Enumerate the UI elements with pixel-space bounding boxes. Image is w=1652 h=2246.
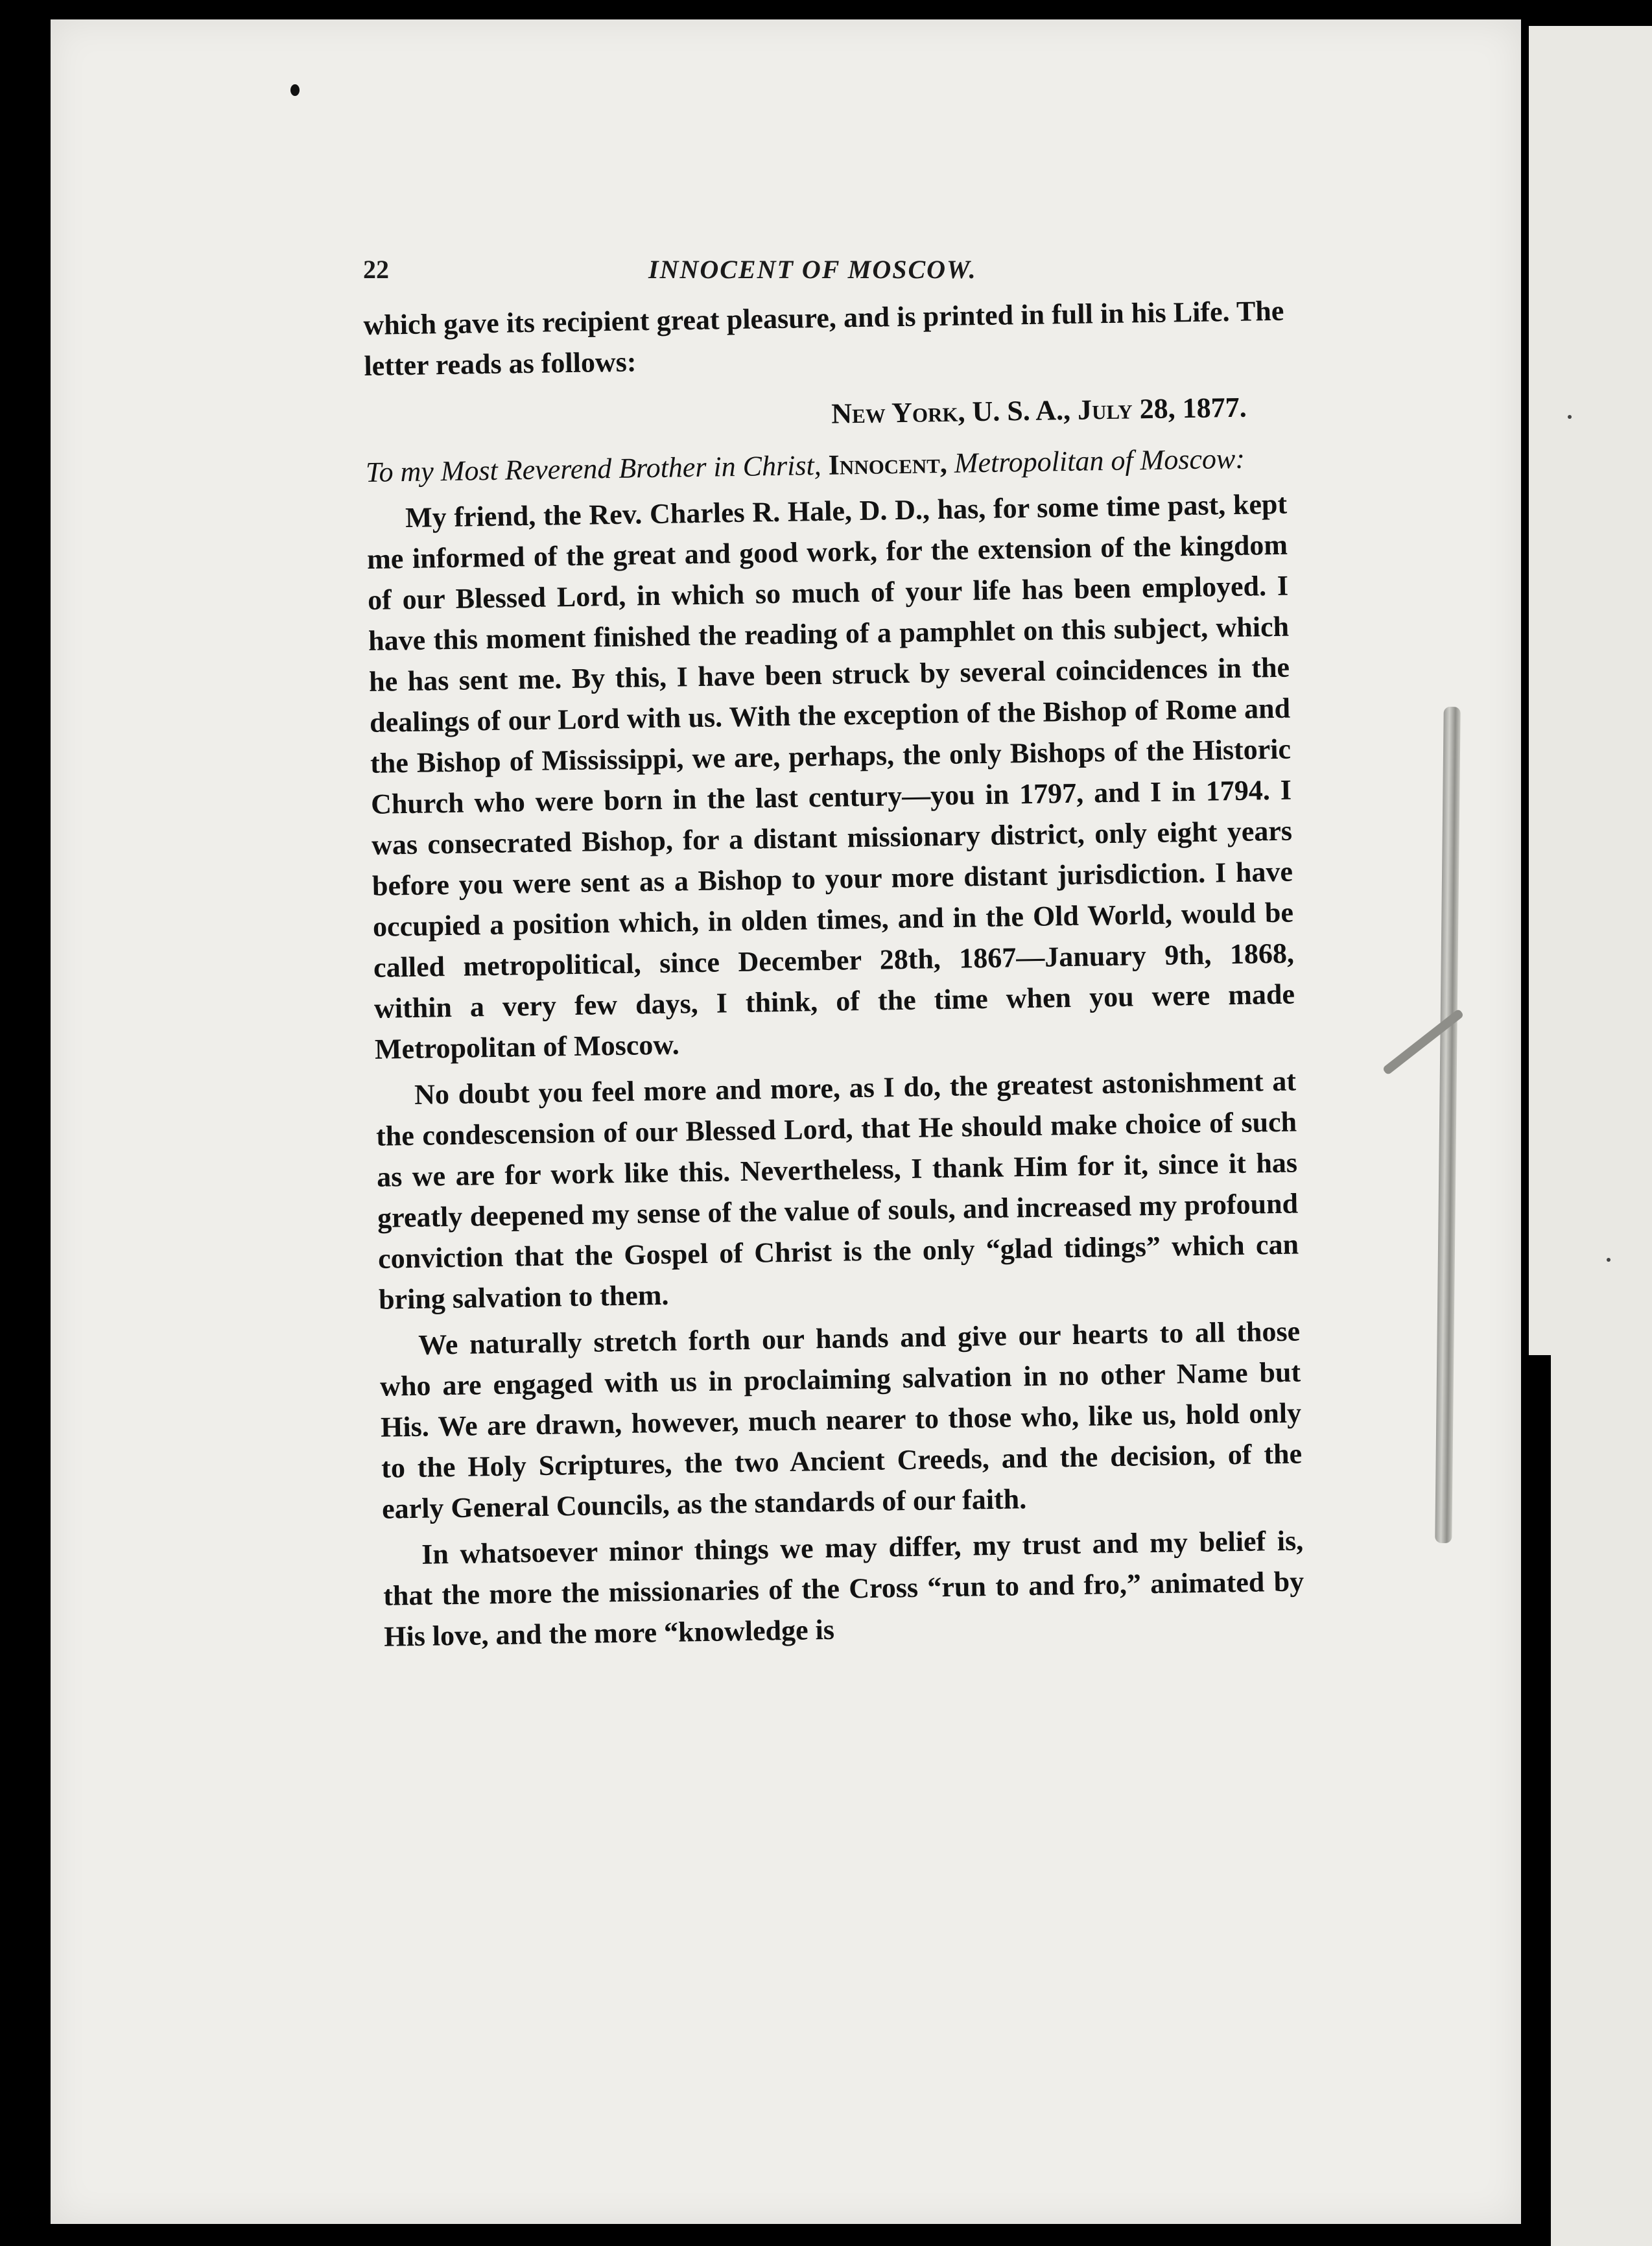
running-head: INNOCENT OF MOSCOW. xyxy=(648,255,977,284)
torn-edge xyxy=(1529,1355,1551,2246)
letter-paragraph-2: No doubt you feel more and more, as I do, the greatest astonishment at the condescension of our Blessed Lord, that He should make choice of such as we are for work like this. Nevertheless, I thank Him for it, since it has greatly deepened my sense of the value of souls, and increased my profound conviction that the Gospel of Christ is the only “glad tidings” which can bring salvation to them. xyxy=(375,1065,1299,1316)
letter-paragraph-1: My friend, the Rev. Charles R. Hale, D. D., has, for some time past, kept me informed of the great and good work, for the extension of the kingdom of our Blessed Lord, in which so much of your life has been employed. I have this moment finished the reading of a pamphlet on this subject, which he has sent me. By this, I have been struck by several coincidences in the dealings of our Lord with us. With the exception of the Bishop of Rome and the Bishop of Mississippi, we are, perhaps, the only Bishops of the Historic Church who were born in the last century—you in 1797, and I in 1794. I was consecrated Bishop, for a distant missionary district, only eight years before you were sent as a Bishop to your more distant jurisdiction. I have occupied a position which, in olden times, and in the Old World, would be called metropolitical, since December 28th, 1867—January 9th, 1868, within a very few days, I think, of the time when you were made Metropolitan of Moscow. xyxy=(366,488,1295,1065)
ink-spot xyxy=(290,84,300,96)
letter-paragraph-3: We naturally stretch forth our hands and give our hearts to all those who are engaged with us in proclaiming salvation in no other Name but His. We are drawn, however, much nearer to those who, like us, hold only to the Holy Scriptures, the two Ancient Creeds, and the decision, of the early General Councils, as the standards of our faith. xyxy=(379,1315,1303,1525)
page-number: 22 xyxy=(363,255,389,284)
letter-paragraph-4: In whatsoever minor things we may differ, my trust and my belief is, that the more the missionaries of the Cross “run to and fro,” animated by His love, and the more “knowledge is xyxy=(383,1524,1304,1653)
page-body xyxy=(363,290,1305,1657)
salutation-part: Metropolitan of Moscow: xyxy=(954,442,1245,479)
salutation-part: To my Most Reverend Brother in Christ, xyxy=(365,449,822,488)
letter-salutation xyxy=(366,438,1287,493)
adjacent-page-edge xyxy=(1529,26,1652,2246)
salutation-name: Innocent, xyxy=(828,447,948,481)
speck xyxy=(1607,1258,1611,1262)
opening-paragraph: which gave its recipient great pleasure, and is printed in full in his Life. The letter reads as follows: xyxy=(363,294,1284,382)
letter-dateline: New York, U. S. A., July 28, 1877. xyxy=(831,391,1247,430)
speck xyxy=(1568,415,1572,419)
